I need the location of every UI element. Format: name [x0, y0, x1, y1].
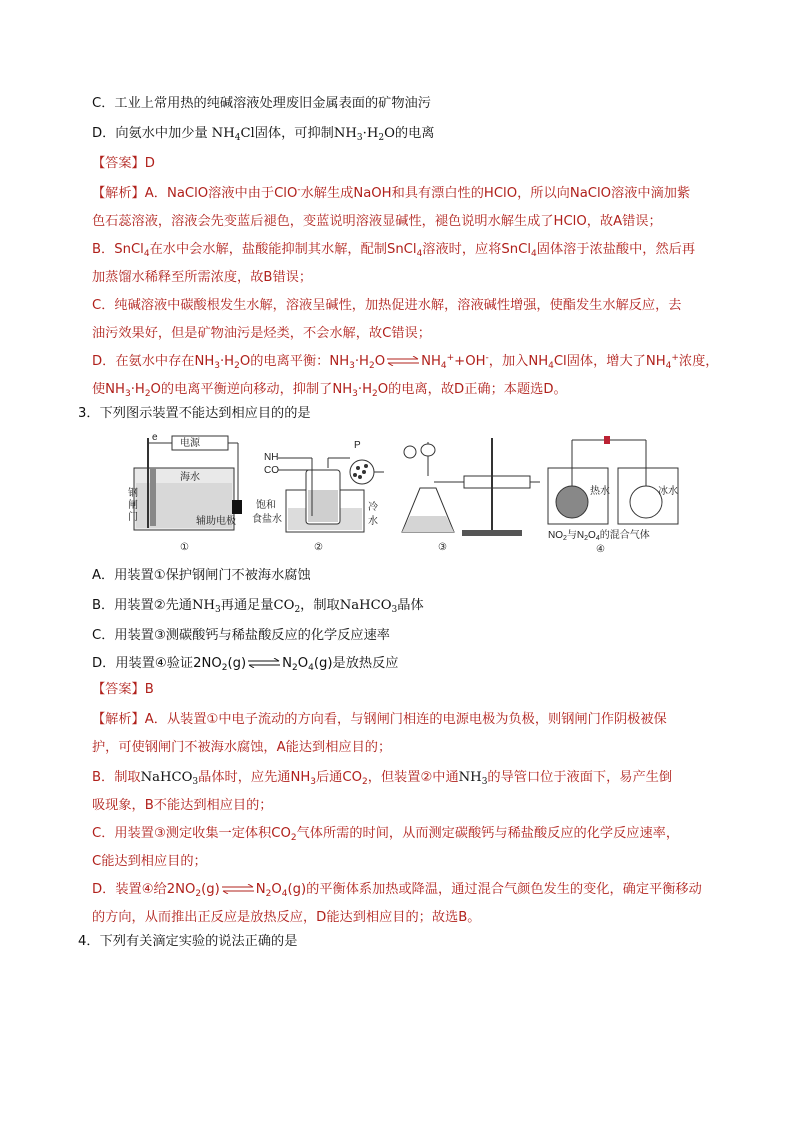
text: O — [271, 882, 282, 897]
text: ④ — [141, 882, 154, 897]
text: O的电离平衡：NH — [239, 354, 350, 369]
q3-option-b: B．用装置②先通$NH_3$再通足量$CO_2$，制取NaHCO$_3$晶体 — [92, 598, 424, 615]
apparatus-3 — [402, 438, 540, 553]
apparatus-1 — [128, 432, 242, 553]
q3-option-a — [92, 566, 311, 586]
label: e — [152, 432, 158, 443]
text: D．向氨水中加少量 — [92, 126, 208, 141]
q3-option-d: D．用装置④验证$2NO_2(g)$ $N_2O_4(g)$是放热反应 — [92, 656, 399, 673]
text: 溶液时，应将SnCl — [422, 242, 532, 257]
label: 闸 — [128, 500, 138, 511]
text: 的方向，从而推出正反应是放热反应，D能达到相应目的；故选B。 — [92, 910, 481, 925]
text: ，加入NH — [488, 354, 549, 369]
text: O的电离，故D正确；本题选D。 — [377, 382, 567, 397]
q3-option-c — [92, 626, 390, 646]
q2-option-c-text: C．工业上常用热的纯碱溶液处理废旧金属表面的矿物油污 — [92, 96, 431, 111]
text: NH — [458, 770, 482, 785]
text: 后通CO — [315, 770, 362, 785]
label: 钢 — [128, 488, 138, 499]
text: 水解生成NaOH和具有漂白性的HClO，所以向NaClO溶液中滴加紫 — [300, 186, 691, 201]
q3-stem — [78, 404, 311, 424]
q2-option-c — [92, 94, 431, 114]
q2-analysis-c2 — [92, 324, 431, 344]
apparatus-4 — [548, 436, 678, 555]
text: C．用装置 — [92, 628, 154, 643]
q3-answer — [92, 680, 154, 700]
label: P — [354, 440, 361, 451]
label: 冷 — [368, 502, 378, 513]
label: 辅助电极 — [196, 516, 236, 527]
text: B．用装置 — [92, 598, 154, 613]
text: N — [282, 656, 293, 671]
text: 吸现象，B不能达到相应目的； — [92, 798, 273, 813]
text: O — [297, 656, 309, 671]
text: D．用装置 — [92, 656, 155, 671]
label: 水 — [368, 516, 378, 527]
text: 固体溶于浓盐酸中，然后再 — [536, 242, 696, 257]
text: 再通足量 — [220, 598, 274, 613]
question-number: 4． — [78, 934, 100, 949]
text: D．在氨水中存在NH — [92, 354, 215, 369]
text: B．制取 — [92, 770, 141, 785]
text: A．从装置 — [144, 712, 207, 727]
text: 固体，可抑制 — [254, 126, 334, 141]
text: 浓度， — [678, 354, 719, 369]
q2-analysis-c1 — [92, 296, 681, 316]
text: NaHCO — [140, 770, 193, 785]
label: CO — [264, 465, 279, 476]
text: 给2NO — [153, 882, 196, 897]
text: 的电离 — [394, 126, 435, 141]
text: A．用装置 — [92, 568, 154, 583]
answer-tag: 【答案】 — [92, 156, 145, 171]
q4-stem — [78, 932, 297, 952]
analysis-tag: 【解析】 — [92, 712, 145, 727]
text: NH — [421, 354, 441, 369]
question-stem: 下列图示装置不能达到相应目的的是 — [99, 406, 311, 421]
q2-analysis-b2 — [92, 268, 312, 288]
text: 保护钢闸门不被海水腐蚀 — [165, 568, 311, 583]
q2-analysis-a1: 【解析】A．NaClO溶液中由于ClO-水解生成NaOH和具有漂白性的HClO，所以向NaClO溶液中滴加紫 — [92, 185, 691, 201]
q3-analysis-b1: B．制取NaHCO$_3$晶体时，应先通$NH_3$后通$CO_2$，但装置②中通$NH_3$的导管口位于液面下，易产生倒 — [92, 770, 673, 787]
label: NH — [264, 452, 279, 463]
q2-analysis-d2: 使$NH_3\cdot H_2O$的电离平衡逆向移动，抑制了$NH_3\cdot H_2O$的电离，故D正确；本题选D。 — [92, 382, 567, 399]
text: 气体所需的时间，从而测定碳酸钙与稀盐酸反应的化学反应速率， — [296, 826, 680, 841]
q2-option-d: D．向氨水中加少量 $NH_4Cl$固体，可抑制$NH_3\cdot H_2O$的电离 — [92, 126, 435, 143]
text: NH — [211, 126, 235, 141]
text: ③ — [153, 826, 166, 841]
label: 门 — [128, 512, 138, 523]
text: 中电子流动的方向看，与钢闸门相连的电源电极为负极，则钢闸门作阴极被保 — [218, 712, 667, 727]
analysis-tag: 【解析】 — [92, 186, 145, 201]
label: 冰水 — [658, 486, 678, 497]
text: C．用装置 — [92, 826, 154, 841]
text: 加蒸馏水稀释至所需浓度，故B错误； — [92, 270, 313, 285]
text: ② — [153, 598, 166, 613]
text: C．纯碱溶液中碳酸根发生水解，溶液呈碱性，加热促进水解，溶液碱性增强，使酯发生水解反应，去 — [92, 298, 682, 313]
text: 的导管口位于液面下，易产生倒 — [487, 770, 673, 785]
q3-analysis-c2 — [92, 852, 207, 872]
text: A．NaClO溶液中由于ClO — [144, 186, 298, 201]
text: NaHCO — [339, 598, 392, 613]
text: Cl固体，增大了NH — [553, 354, 666, 369]
text: 先通 — [165, 598, 192, 613]
text: ，但装置 — [367, 770, 421, 785]
q3-analysis-b2 — [92, 796, 272, 816]
text: 护，可使钢闸门不被海水腐蚀，A能达到相应目的； — [92, 740, 392, 755]
text: 测定收集一定体积CO — [165, 826, 291, 841]
label: 电源 — [180, 438, 200, 449]
equilibrium-arrow-icon — [385, 356, 421, 366]
text: ，制取 — [300, 598, 340, 613]
text: O — [374, 354, 386, 369]
text: 中通 — [432, 770, 459, 785]
q3-analysis-d1: D．装置④给$2NO_2(g)$ $N_2O_4(g)$的平衡体系加热或降温，通过混合气颜色发生的变化，确定平衡移动 — [92, 882, 702, 899]
text: 油污效果好，但是矿物油污是烃类，不会水解，故C错误； — [92, 326, 431, 341]
apparatus-2 — [252, 440, 384, 553]
text: C能达到相应目的； — [92, 854, 207, 869]
text: 在水中会水解，盐酸能抑制其水解，配制SnCl — [149, 242, 417, 257]
text: 验证2NO — [166, 656, 222, 671]
label: 海水 — [180, 472, 200, 483]
text: ① — [206, 712, 219, 727]
label: ③ — [438, 542, 447, 553]
text: O的电离平衡逆向移动，抑制了NH — [150, 382, 353, 397]
text: NH — [192, 598, 216, 613]
q3-analysis-c1: C．用装置③测定收集一定体积$CO_2$气体所需的时间，从而测定碳酸钙与稀盐酸反应的化学反应速率， — [92, 826, 680, 843]
text: ② — [420, 770, 433, 785]
q2-analysis-a2 — [92, 212, 662, 232]
text: D．装置 — [92, 882, 142, 897]
q3-analysis-a2 — [92, 738, 391, 758]
mixture-label: $NO_2$与$N_2O_4$的混合气体 — [548, 530, 650, 542]
text: 使NH — [92, 382, 125, 397]
text: ④ — [154, 656, 167, 671]
answer-value: B — [144, 682, 154, 697]
text: B．SnCl — [92, 242, 144, 257]
q2-analysis-b1: B．SnCl$_4$在水中会水解，盐酸能抑制其水解，配制SnCl$_4$溶液时，应将SnCl$_4$固体溶于浓盐酸中，然后再 — [92, 242, 696, 259]
q3-analysis-a1 — [92, 710, 667, 730]
text: ③ — [153, 628, 166, 643]
label: 热水 — [590, 486, 610, 497]
q3-apparatus-diagram — [128, 428, 700, 558]
answer-tag: 【答案】 — [92, 682, 145, 697]
q2-analysis-d1: D．在氨水中存在$NH_3\cdot H_2O$的电离平衡：$NH_3\cdot H_2O$ $NH_4^++OH^-$，加入$NH_4Cl$固体，增大了$NH_4^+$浓度， — [92, 353, 719, 371]
text: N — [255, 882, 266, 897]
text: 色石蕊溶液，溶液会先变蓝后褪色，变蓝说明溶液显碱性，褪色说明水解生成了HClO，故A错误； — [92, 214, 662, 229]
text: (g)是放热反应 — [313, 656, 399, 671]
text: (g)的平衡体系加热或降温，通过混合气颜色发生的变化，确定平衡移动 — [287, 882, 702, 897]
label: ④ — [596, 544, 605, 555]
text: (g) — [227, 656, 247, 671]
equilibrium-arrow-icon — [220, 884, 256, 894]
question-number: 3． — [78, 406, 100, 421]
text: 晶体 — [397, 598, 424, 613]
q2-answer — [92, 154, 155, 174]
label: 饱和 — [256, 500, 276, 511]
label: ① — [180, 542, 189, 553]
text: NH — [333, 126, 357, 141]
answer-value: D — [144, 156, 155, 171]
label: 食盐水 — [252, 514, 282, 525]
text: 测碳酸钙与稀盐酸反应的化学反应速率 — [165, 628, 390, 643]
label: ② — [314, 542, 323, 553]
equilibrium-arrow-icon — [246, 658, 282, 668]
text: +OH — [454, 354, 486, 369]
text: 晶体时，应先通NH — [198, 770, 311, 785]
text: CO — [273, 598, 295, 613]
q3-analysis-d2 — [92, 908, 480, 928]
text: ① — [153, 568, 166, 583]
text: (g) — [201, 882, 220, 897]
question-stem: 下列有关滴定实验的说法正确的是 — [99, 934, 298, 949]
